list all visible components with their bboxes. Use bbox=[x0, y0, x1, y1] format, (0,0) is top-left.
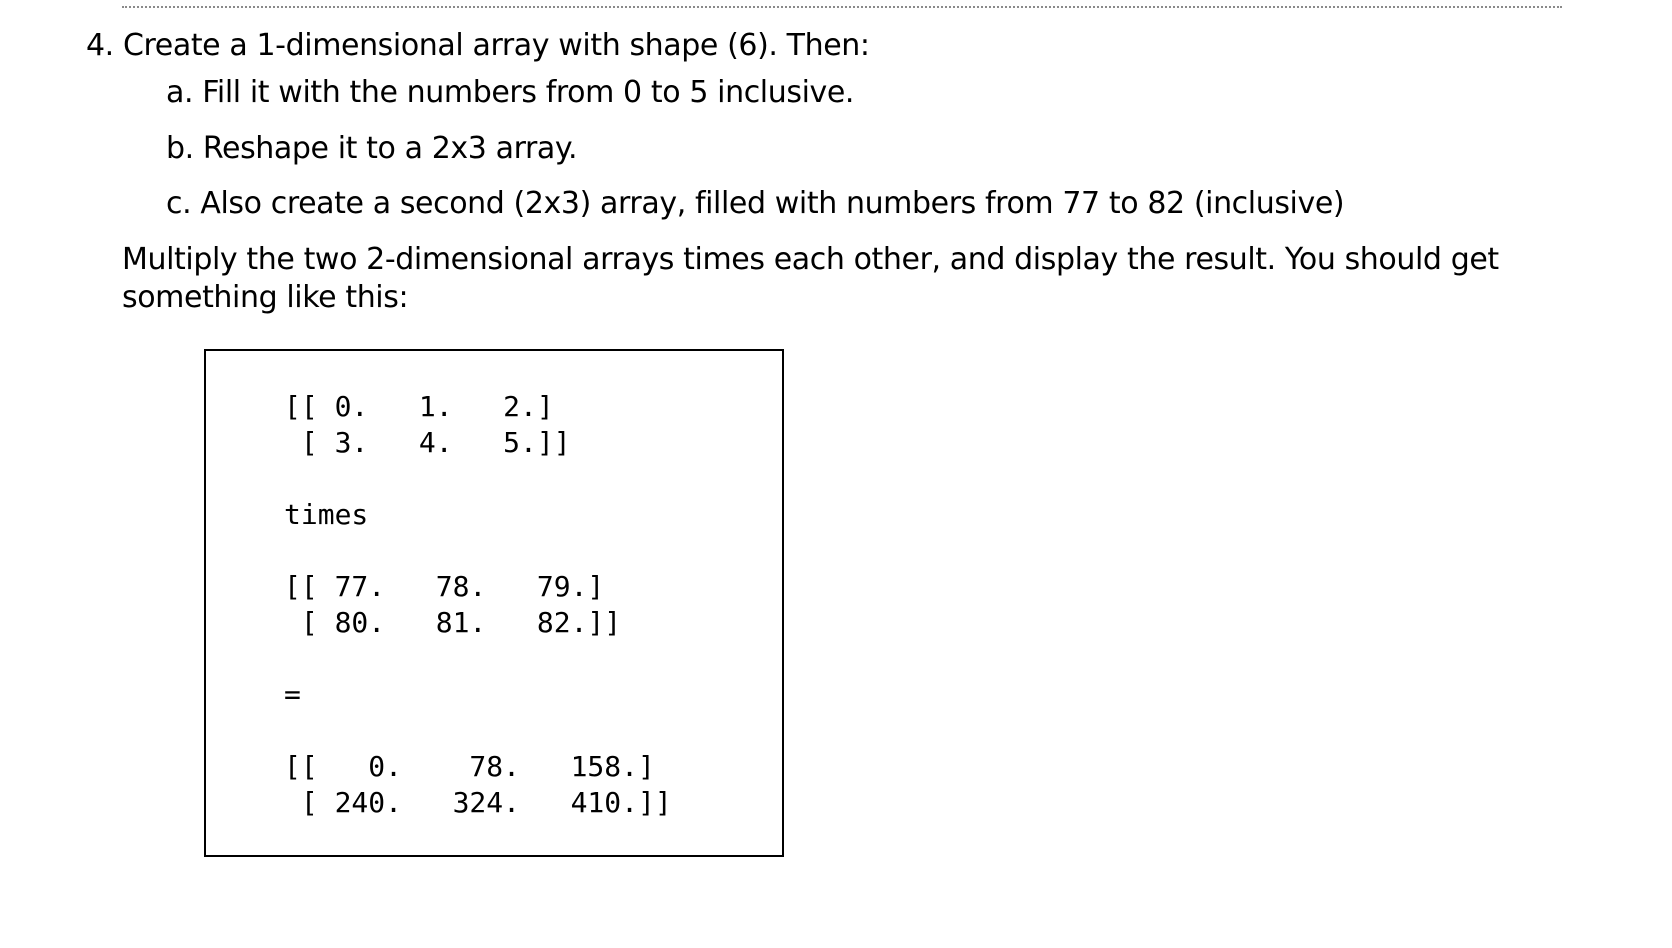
question-title: 4. Create a 1-dimensional array with shape (6). Then: bbox=[86, 28, 870, 63]
result-output: [[ 0. 78. 158.] [ 240. 324. 410.]] bbox=[284, 750, 672, 819]
array-a-output: [[ 0. 1. 2.] [ 3. 4. 5.]] bbox=[284, 390, 571, 459]
instruction-line-2: something like this: bbox=[122, 280, 409, 315]
array-b-output: [[ 77. 78. 79.] [ 80. 81. 82.]] bbox=[284, 570, 622, 639]
step-c: c. Also create a second (2x3) array, filled with numbers from 77 to 82 (inclusive) bbox=[166, 186, 1345, 221]
equals-label: = bbox=[284, 678, 301, 711]
step-b: b. Reshape it to a 2x3 array. bbox=[166, 131, 578, 166]
expected-output-box bbox=[204, 349, 784, 857]
step-a: a. Fill it with the numbers from 0 to 5 inclusive. bbox=[166, 75, 855, 110]
top-dotted-rule bbox=[122, 6, 1562, 8]
instruction-line-1: Multiply the two 2-dimensional arrays times each other, and display the result. You should get bbox=[122, 242, 1499, 277]
times-label: times bbox=[284, 498, 369, 531]
